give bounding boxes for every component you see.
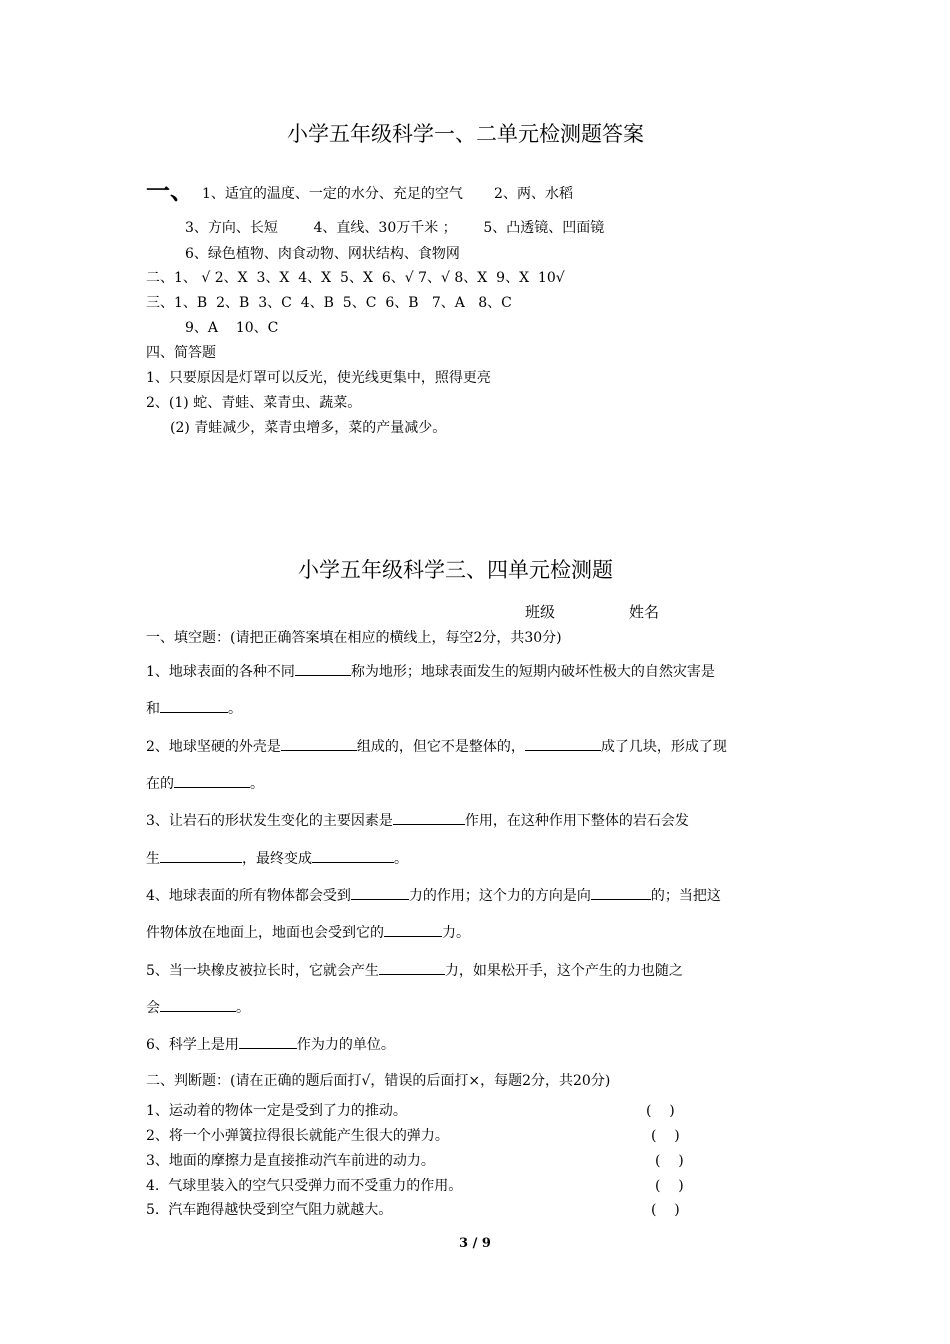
- judge-answer-parens[interactable]: ( ): [646, 1103, 675, 1119]
- answer-line: 3、方向、长短 4、直线、30万千米 ； 5、凸透镜、凹面镜: [185, 220, 605, 236]
- judge-answer-parens[interactable]: ( ): [655, 1153, 684, 1169]
- section-one-mark: 一、: [146, 176, 194, 205]
- answer-blank[interactable]: [393, 810, 465, 825]
- judge-answer-parens[interactable]: ( ): [651, 1202, 680, 1218]
- judge-item: 2、将一个小弹簧拉得很长就能产生很大的弹力。: [146, 1128, 449, 1144]
- answer-line: 1、只要原因是灯罩可以反光，使光线更集中，照得更亮: [146, 370, 491, 386]
- answer-blank[interactable]: [281, 736, 357, 751]
- answer-blank[interactable]: [160, 997, 236, 1012]
- fill-heading: 一、填空题：(请把正确答案填在相应的横线上，每空2分，共30分): [146, 630, 562, 646]
- answer-line: 9、A 10、C: [185, 320, 279, 336]
- answer-blank[interactable]: [591, 885, 651, 900]
- judge-answer-parens[interactable]: ( ): [651, 1128, 680, 1144]
- answer-blank[interactable]: [525, 736, 601, 751]
- answer-line: 6、绿色植物、肉食动物、网状结构、食物网: [185, 246, 460, 262]
- name-label: 姓名: [629, 603, 660, 621]
- fill-question-2: 2、地球坚硬的外壳是 组成的，但它不是整体的， 成了几块，形成了现: [146, 736, 727, 756]
- answer-heading: 四、简答题: [146, 345, 216, 361]
- answer-line: 1、适宜的温度、一定的水分、充足的空气 2、两、水稻: [202, 186, 573, 202]
- answer-blank[interactable]: [160, 698, 228, 713]
- judge-item: 3、地面的摩擦力是直接推动汽车前进的动力。: [146, 1153, 435, 1169]
- answer-line: 2、(1) 蛇、青蛙、菜青虫、蔬菜。: [146, 395, 362, 411]
- fill-question-4: 4、地球表面的所有物体都会受到 力的作用；这个力的方向是向 的；当把这: [146, 885, 721, 905]
- fill-question-5: 5、当一块橡皮被拉长时，它就会产生 力，如果松开手，这个产生的力也随之: [146, 960, 683, 980]
- answer-blank[interactable]: [295, 661, 351, 676]
- answers-title: 小学五年级科学一、二单元检测题答案: [287, 122, 644, 146]
- judge-heading: 二、判断题：(请在正确的题后面打√，错误的后面打×，每题2分，共20分): [146, 1073, 611, 1089]
- fill-question-1: 1、地球表面的各种不同 称为地形；地球表面发生的短期内破坏性极大的自然灾害是: [146, 661, 715, 681]
- answer-blank[interactable]: [239, 1034, 297, 1049]
- answer-blank[interactable]: [379, 960, 445, 975]
- answer-line: 二、1、 √ 2、X 3、X 4、X 5、X 6、√ 7、√ 8、X 9、X 10√: [146, 270, 565, 286]
- fill-question-3: 3、让岩石的形状发生变化的主要因素是 作用，在这种作用下整体的岩石会发: [146, 810, 689, 830]
- class-label: 班级: [525, 603, 556, 621]
- answer-blank[interactable]: [312, 848, 394, 863]
- judge-answer-parens[interactable]: ( ): [655, 1178, 684, 1194]
- answer-blank[interactable]: [174, 773, 250, 788]
- answer-line: (2) 青蛙减少，菜青虫增多，菜的产量减少。: [170, 420, 447, 436]
- judge-item: 1、运动着的物体一定是受到了力的推动。: [146, 1103, 407, 1119]
- fill-question-1-cont: 和 。: [146, 698, 242, 718]
- answer-blank[interactable]: [351, 885, 409, 900]
- test-title: 小学五年级科学三、四单元检测题: [298, 558, 613, 582]
- answer-line: 三、1、B 2、B 3、C 4、B 5、C 6、B 7、A 8、C: [146, 295, 512, 311]
- fill-question-4-cont: 件物体放在地面上，地面也会受到它的 力。: [146, 922, 470, 942]
- answer-blank[interactable]: [384, 922, 442, 937]
- answer-blank[interactable]: [160, 848, 242, 863]
- judge-item: 4. 气球里装入的空气只受弹力而不受重力的作用。: [146, 1178, 463, 1194]
- fill-question-2-cont: 在的 。: [146, 773, 264, 793]
- page-number: 3 / 9: [459, 1236, 491, 1251]
- fill-question-3-cont: 生 ，最终变成 。: [146, 848, 408, 868]
- judge-item: 5. 汽车跑得越快受到空气阻力就越大。: [146, 1202, 393, 1218]
- fill-question-5-cont: 会 。: [146, 997, 250, 1017]
- fill-question-6: 6、科学上是用 作为力的单位。: [146, 1034, 395, 1054]
